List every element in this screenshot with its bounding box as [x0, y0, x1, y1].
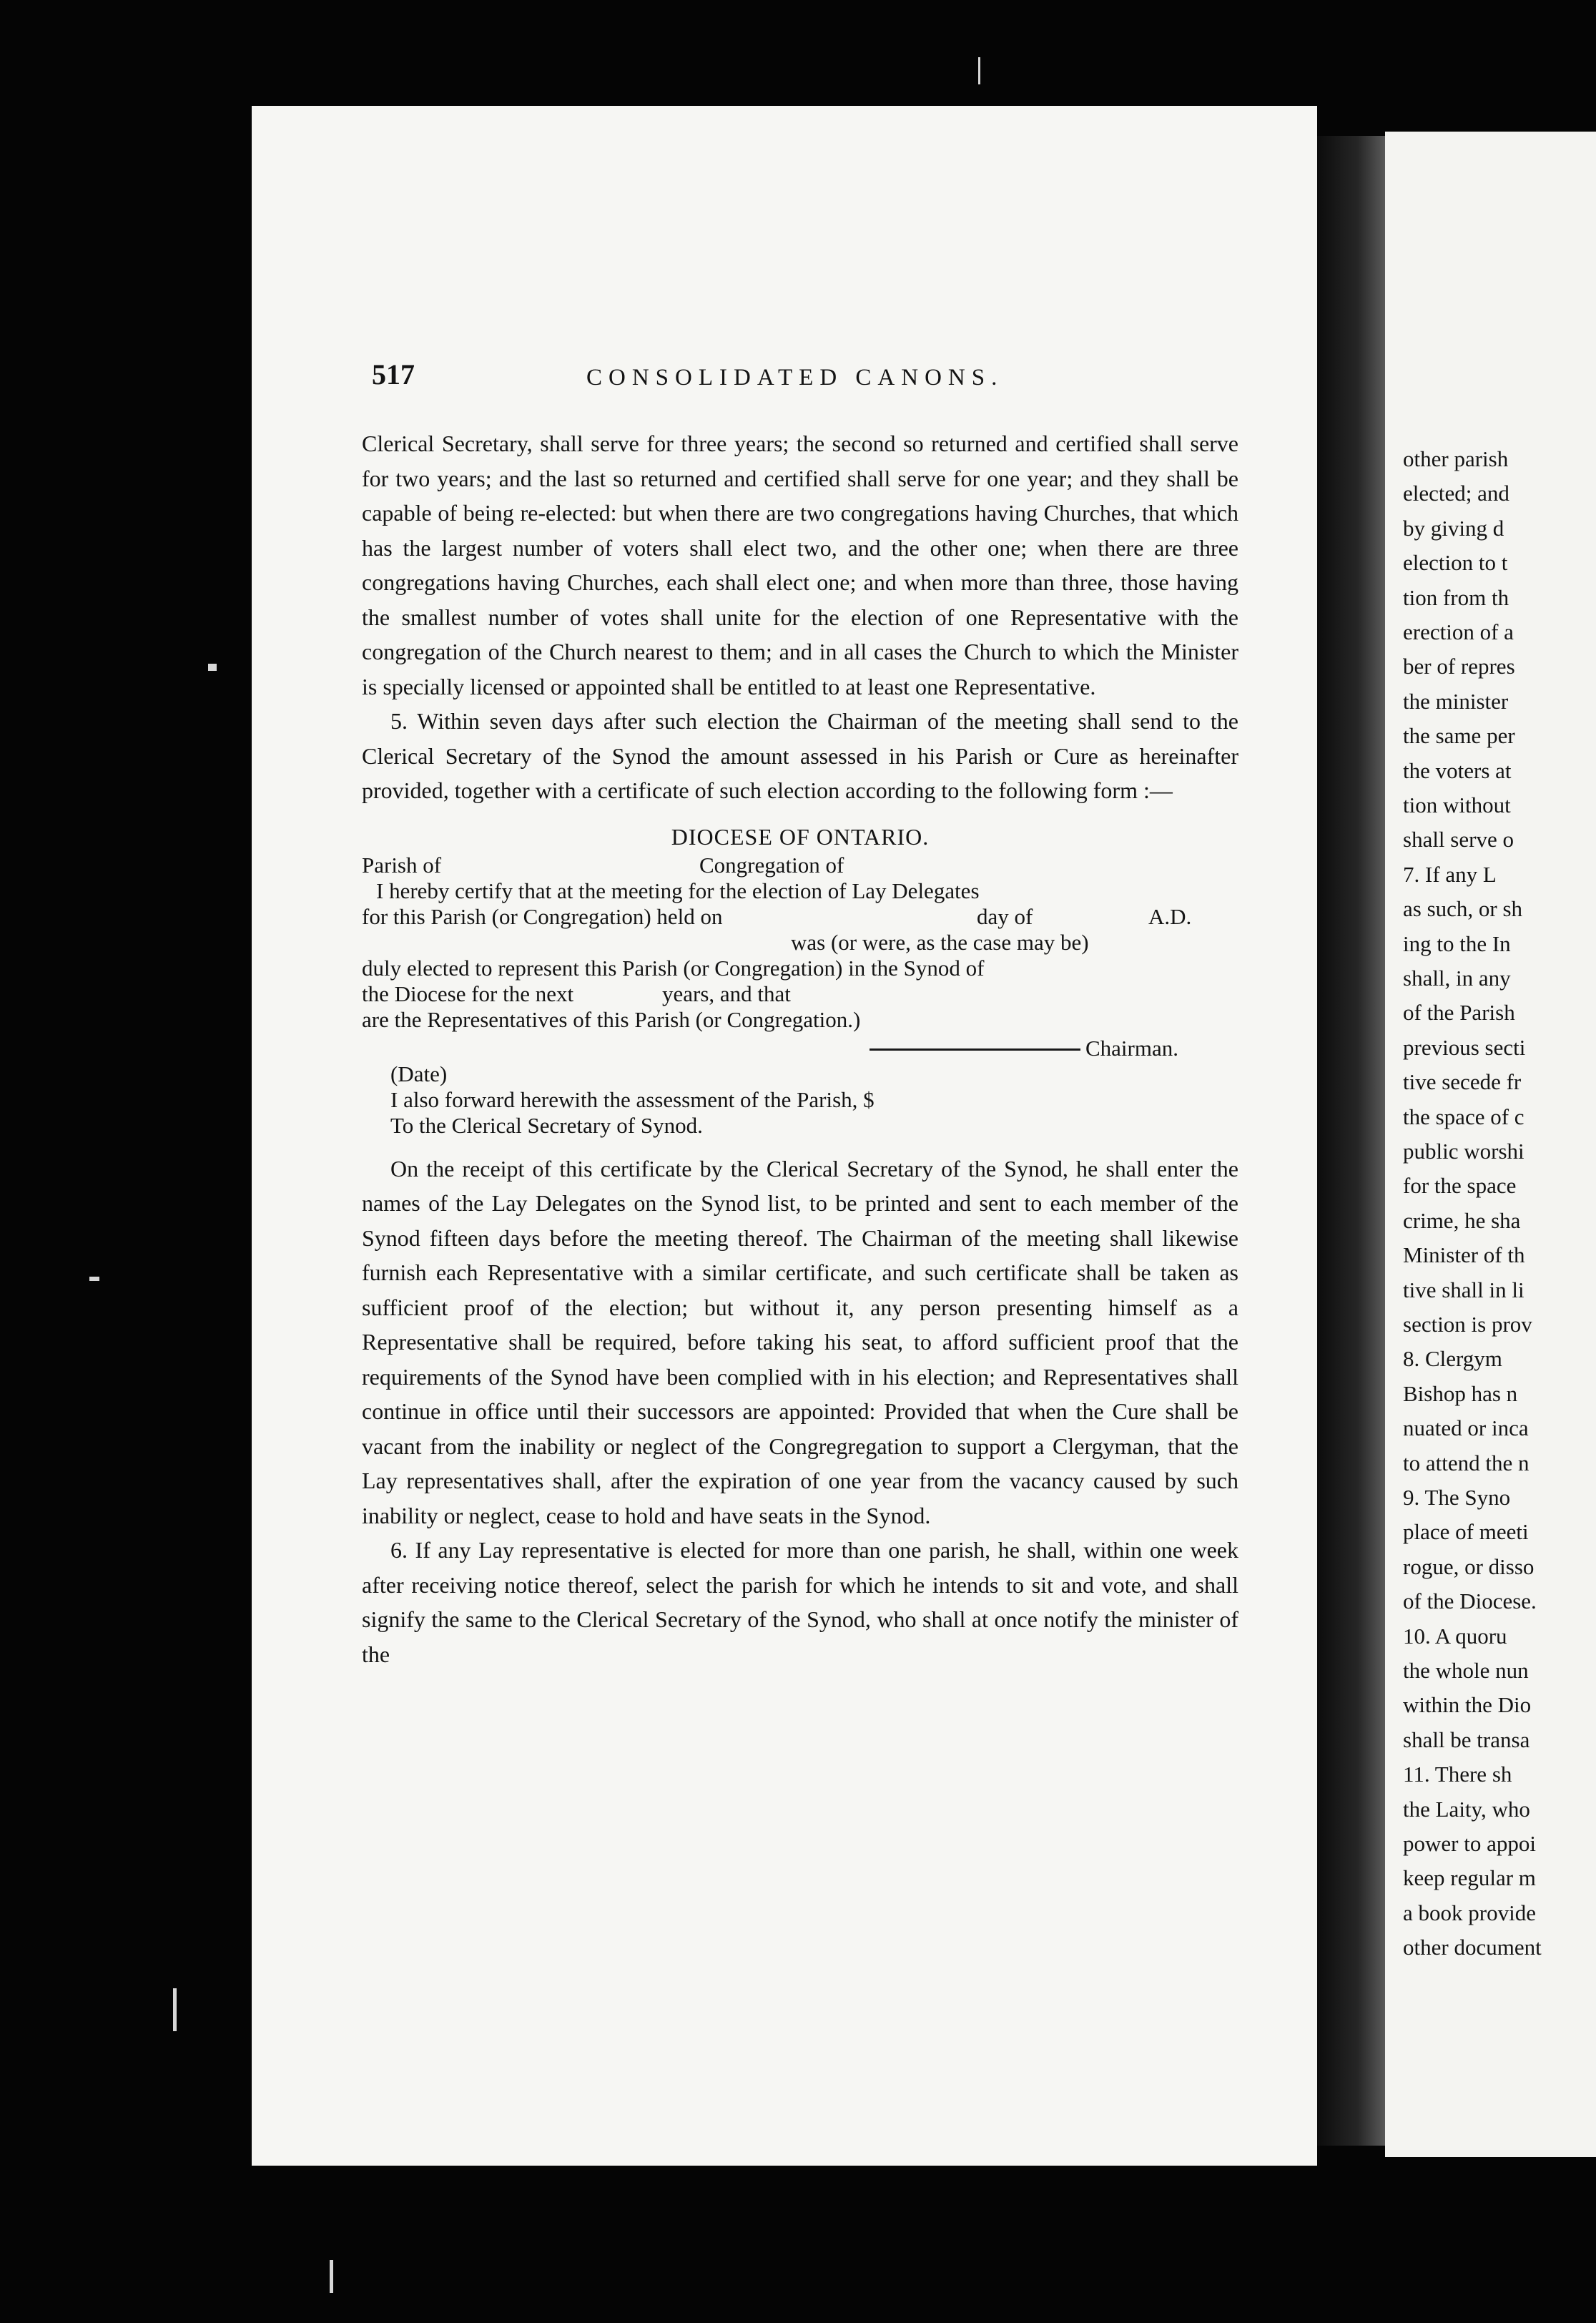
form-diocese-next: the Diocese for the next	[362, 981, 574, 1006]
right-page-line: within the Dio	[1403, 1692, 1532, 1718]
right-page-line: erection of a	[1403, 619, 1514, 644]
form-years-and-that: years, and that	[662, 981, 791, 1006]
running-title: CONSOLIDATED CANONS.	[586, 365, 1004, 391]
scan-speck	[978, 57, 980, 84]
right-page-line: Minister of th	[1403, 1242, 1525, 1268]
chairman-signature	[362, 1033, 1238, 1061]
body-text	[362, 426, 1238, 1671]
right-page-line: other document	[1403, 1935, 1542, 1960]
right-page-line: tive shall in li	[1403, 1277, 1524, 1302]
right-page-line: 7. If any L	[1403, 861, 1497, 887]
right-page-line: tion without	[1403, 792, 1511, 817]
book-gutter	[1317, 136, 1385, 2146]
right-page-line: of the Parish	[1403, 1000, 1515, 1026]
right-page	[1385, 132, 1596, 2157]
right-page-line: elected; and	[1403, 481, 1509, 506]
right-page-line: rogue, or disso	[1403, 1553, 1535, 1579]
right-page-line: as such, or sh	[1403, 896, 1523, 922]
right-page-line: other parish	[1403, 446, 1509, 471]
right-page-line: 9. The Syno	[1403, 1485, 1511, 1510]
right-page-line: power to appoi	[1403, 1831, 1536, 1856]
right-page-line: section is prov	[1403, 1312, 1532, 1337]
certificate-form	[362, 853, 1238, 1139]
form-representatives: are the Representatives of this Parish (or Congregation.)	[362, 1006, 861, 1032]
right-page-line: place of meeti	[1403, 1519, 1529, 1545]
form-title: DIOCESE OF ONTARIO.	[671, 823, 930, 850]
right-page-line: a book provide	[1403, 1900, 1536, 1925]
right-page-line: shall be transa	[1403, 1727, 1530, 1752]
scan-speck	[330, 2260, 333, 2293]
running-head	[372, 358, 1244, 393]
right-page-line: the voters at	[1403, 757, 1512, 783]
right-page-line: Bishop has n	[1403, 1380, 1518, 1406]
right-page-line: shall, in any	[1403, 966, 1511, 991]
form-to-secretary: To the Clerical Secretary of Synod.	[390, 1112, 703, 1138]
right-page-line: the same per	[1403, 723, 1515, 749]
right-page-line: to attend the n	[1403, 1450, 1530, 1475]
scan-speck	[208, 664, 217, 671]
right-page-line: shall serve o	[1403, 827, 1514, 853]
right-page-line: nuated or inca	[1403, 1415, 1529, 1441]
right-page-line: previous secti	[1403, 1034, 1526, 1060]
right-page-line: tive secede fr	[1403, 1069, 1522, 1095]
signature-line	[870, 1048, 1080, 1051]
form-forward-assessment: I also forward herewith the assessment of the Parish, $	[390, 1086, 875, 1112]
right-page-line: for the space	[1403, 1173, 1517, 1199]
right-page-line: the whole nun	[1403, 1658, 1529, 1683]
right-page-line: the Laity, who	[1403, 1796, 1530, 1822]
form-duly-elected: duly elected to represent this Parish (or Congregation) in the Synod of	[362, 955, 985, 981]
paragraph-continuation: Clerical Secretary, shall serve for three years; the second so returned and certified shall serve for two years; and the last so returned and certified shall serve for one year; and they shall be capable of being re-elected: but when there are two congregations having Churches, that which has the largest number of voters shall elect two, and the other one; when there are three congregations having Churches, each shall elect one; and when more than three, those having the smallest number of votes shall unite for the election of one Representative with the congregation of the Church nearest to them; and in all cases the Church to which the Minister is specially licensed or appointed shall be entitled to at least one Representative.	[362, 431, 1238, 699]
form-date: (Date)	[390, 1061, 448, 1086]
right-page-line: tion from th	[1403, 584, 1509, 610]
right-page-line: election to t	[1403, 550, 1508, 576]
right-page-line: keep regular m	[1403, 1865, 1536, 1891]
paragraph-section-6: 6. If any Lay representative is elected for more than one parish, he shall, within one week after receiving notice thereof, select the parish for which he intends to sit and vote, and shall signify the same to the Clerical Secretary of the Synod, who shall at once notify the minister of the	[362, 1537, 1238, 1667]
form-held-on: for this Parish (or Congregation) held on	[362, 903, 723, 929]
right-page-line: ing to the In	[1403, 930, 1511, 956]
form-certify-line-1: I hereby certify that at the meeting for the election of Lay Delegates	[376, 878, 980, 903]
scan-speck	[89, 1277, 99, 1281]
paragraph-section-5: 5. Within seven days after such election the Chairman of the meeting shall send to the Clerical Secretary of the Synod the amount assessed in his Parish or Cure as hereinafter provided, together with a certificate of such election according to the following form :—	[362, 708, 1238, 803]
right-page-line: 11. There sh	[1403, 1762, 1512, 1787]
form-congregation-of: Congregation of	[699, 852, 844, 878]
paragraph-receipt: On the receipt of this certificate by the Clerical Secretary of the Synod, he shall enter the names of the Lay Delegates on the Synod list, to be printed and sent to each member of the Synod fifteen days before the meeting thereof. The Chairman of the meeting shall likewise furnish each Representative with a similar certificate, and such certificate shall be taken as sufficient proof of the election; but without it, any person presenting himself as a Representative shall be required, before taking his seat, to afford sufficient proof that the requirements of the Synod have been complied with in his election; and Representatives shall continue in office until their successors are appointed: Provided that when the Cure shall be vacant from the inability or neglect of the Congregregation to support a Clergyman, that the Lay representatives shall, after the expiration of one year from the vacancy caused by such inability or neglect, cease to hold and have seats in the Synod.	[362, 1155, 1238, 1528]
form-ad: A.D.	[1148, 903, 1192, 929]
right-page-line: the minister	[1403, 688, 1509, 714]
right-page-line: by giving d	[1403, 515, 1504, 541]
right-page-line: ber of repres	[1403, 654, 1515, 679]
right-page-line: the space of c	[1403, 1104, 1524, 1129]
form-parish-of: Parish of	[362, 852, 442, 878]
page-number: 517	[372, 358, 415, 391]
right-page-line: 8. Clergym	[1403, 1346, 1502, 1372]
form-was-or-were: was (or were, as the case may be)	[791, 929, 1089, 955]
right-page-line: crime, he sha	[1403, 1207, 1521, 1233]
scan-speck	[173, 1988, 177, 2031]
right-page-line: public worshi	[1403, 1139, 1524, 1164]
right-page-line: of the Diocese.	[1403, 1588, 1537, 1614]
right-page-line: 10. A quoru	[1403, 1623, 1507, 1649]
chairman-label: Chairman.	[1085, 1035, 1178, 1061]
form-day-of: day of	[977, 903, 1033, 929]
